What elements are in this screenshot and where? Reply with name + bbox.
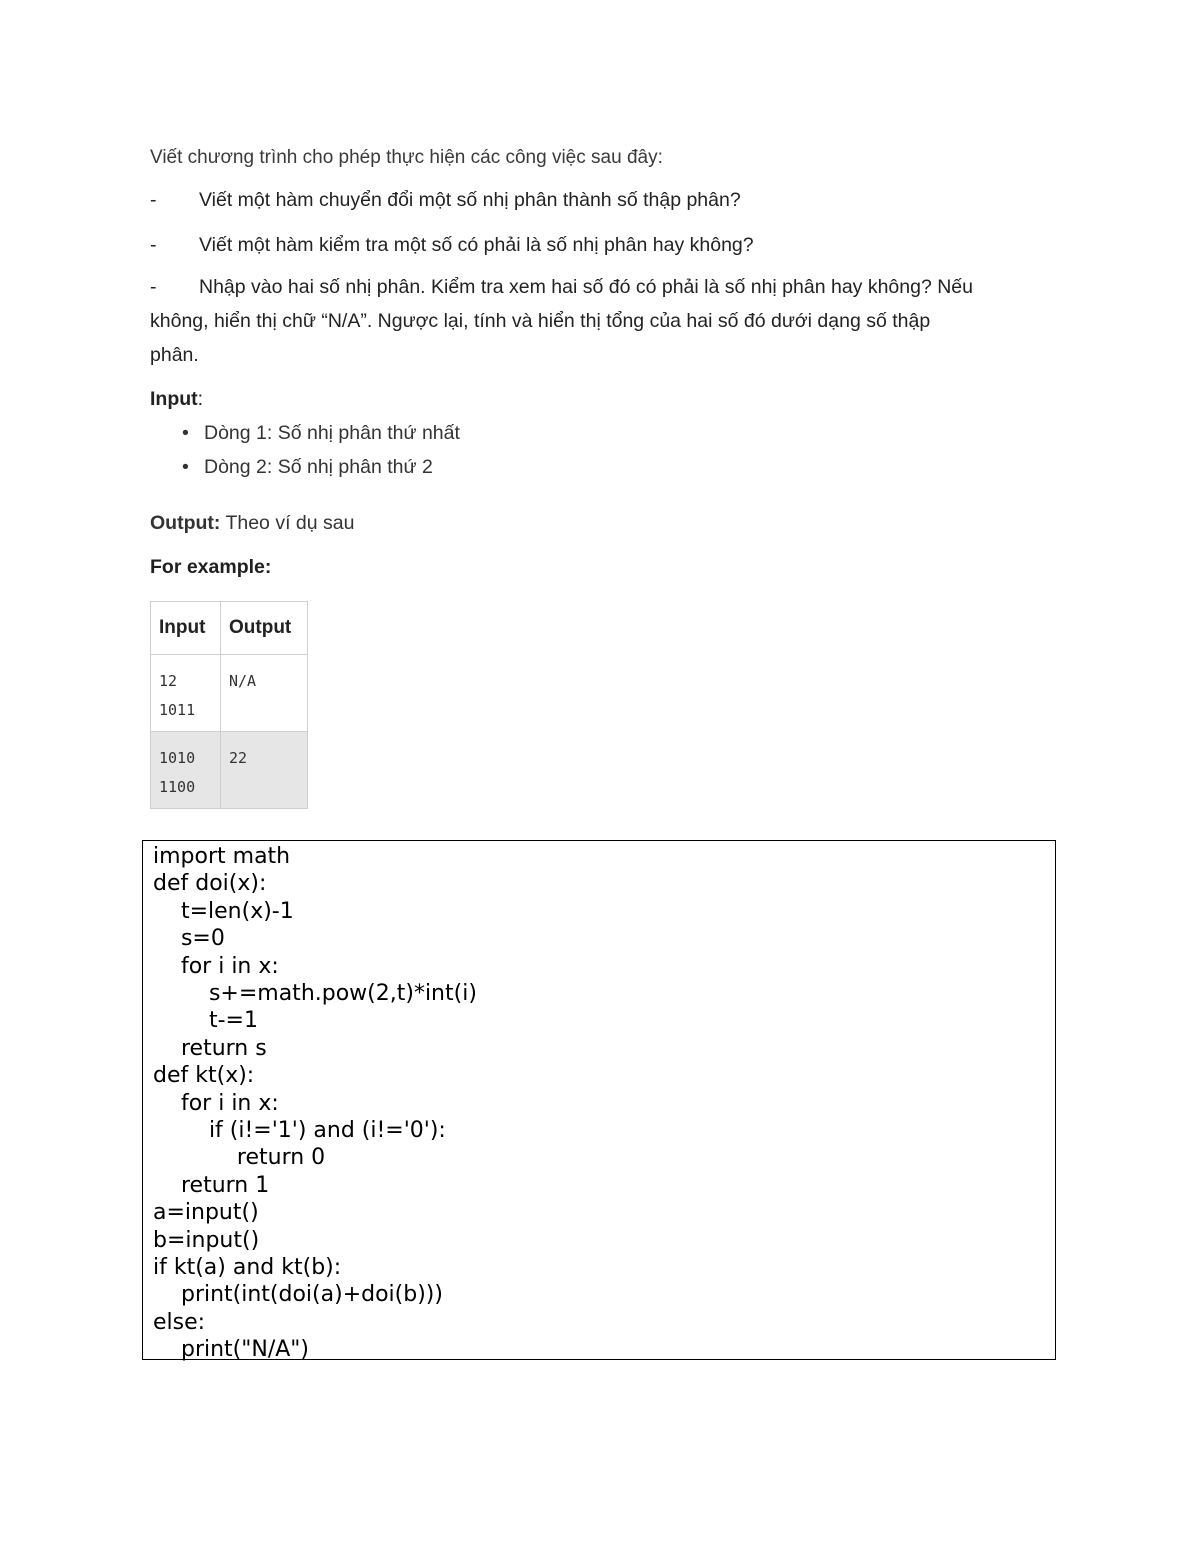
list-item	[182, 416, 1055, 450]
bullet-icon: •	[182, 456, 189, 478]
input-value: 1010	[159, 749, 196, 767]
task-item	[150, 223, 1055, 268]
input-value: 1011	[159, 701, 196, 719]
task-text: Viết một hàm kiểm tra một số có phải là số nhị phân hay không?	[199, 234, 754, 256]
task-item	[150, 178, 1055, 223]
dash-marker: -	[150, 234, 157, 256]
code-line: print("N/A")	[153, 1337, 309, 1363]
code-line: for i in x:	[153, 953, 279, 979]
input-value: 12	[159, 672, 178, 690]
code-line: t-=1	[153, 1008, 258, 1034]
task-item-long	[150, 270, 1055, 372]
code-line: def kt(x):	[153, 1063, 255, 1089]
dash-marker: -	[150, 276, 157, 298]
output-heading	[150, 506, 1055, 540]
column-header-output: Output	[221, 602, 308, 655]
task-text-line: Nhập vào hai số nhị phân. Kiểm tra xem hai số đó có phải là số nhị phân hay không? Nếu	[199, 276, 974, 298]
code-block	[142, 840, 1056, 1363]
output-value: 22	[229, 749, 248, 767]
problem-statement	[150, 138, 1055, 584]
example-heading	[150, 550, 1055, 584]
code-line: return 1	[153, 1172, 270, 1198]
intro-text: Viết chương trình cho phép thực hiện các công việc sau đây:	[150, 147, 663, 168]
code-line: return 0	[153, 1145, 326, 1171]
task-text-line: không, hiển thị chữ “N/A”. Ngược lại, tính và hiển thị tổng của hai số đó dưới dạng số thập	[150, 310, 931, 332]
table-cell-output	[221, 655, 308, 732]
table-row	[151, 732, 308, 809]
code-line: else:	[153, 1309, 206, 1335]
list-item-text: Dòng 2: Số nhị phân thứ 2	[204, 456, 433, 478]
code-line: a=input()	[153, 1200, 259, 1226]
code-line: def doi(x):	[153, 871, 267, 897]
dash-marker: -	[150, 189, 157, 211]
code-line: s+=math.pow(2,t)*int(i)	[153, 981, 477, 1006]
code-line: import math	[153, 844, 291, 869]
output-text: Theo ví dụ sau	[220, 512, 355, 534]
code-line: t=len(x)-1	[153, 898, 294, 924]
code-line: for i in x:	[153, 1090, 279, 1116]
input-label: Input	[150, 388, 198, 410]
table-cell-input	[151, 732, 221, 809]
output-value: N/A	[229, 672, 257, 690]
task-text-line: phân.	[150, 344, 199, 366]
code-line: return s	[153, 1035, 267, 1061]
example-table	[150, 601, 308, 809]
code-line: s=0	[153, 926, 225, 952]
code-line: if (i!='1') and (i!='0'):	[153, 1118, 446, 1143]
list-item	[182, 450, 1055, 484]
code-line: print(int(doi(a)+doi(b)))	[153, 1282, 443, 1308]
bullet-icon: •	[182, 422, 189, 444]
table-cell-input	[151, 655, 221, 732]
input-heading	[150, 382, 1055, 416]
input-list	[150, 416, 1055, 484]
input-value: 1100	[159, 778, 196, 796]
example-label: For example:	[150, 556, 272, 578]
code-line: b=input()	[153, 1227, 260, 1253]
column-header-input: Input	[151, 602, 221, 655]
table-cell-output	[221, 732, 308, 809]
code-line: if kt(a) and kt(b):	[153, 1255, 342, 1280]
task-text: Viết một hàm chuyển đổi một số nhị phân thành số thập phân?	[199, 189, 741, 211]
list-item-text: Dòng 1: Số nhị phân thứ nhất	[204, 422, 460, 444]
table-row	[151, 655, 308, 732]
table-header-row	[151, 602, 308, 655]
output-label: Output:	[150, 512, 221, 534]
input-colon: :	[197, 388, 204, 410]
